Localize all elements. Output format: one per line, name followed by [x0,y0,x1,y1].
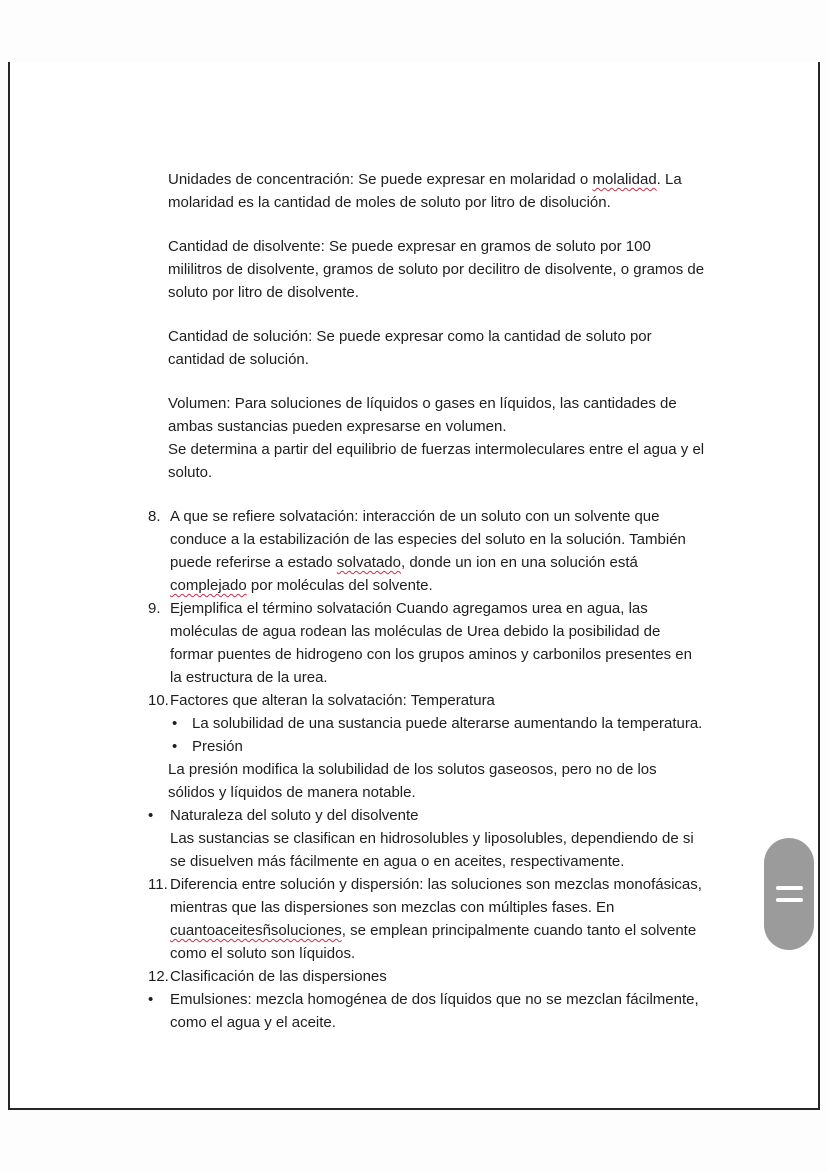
list-item-text: La solubilidad de una sustancia puede alterarse aumentando la temperatura. [192,715,703,732]
bullet-icon: • [172,738,178,755]
list-item-text: Presión [192,738,243,755]
sub-bullet-item [172,712,706,735]
document-page [8,62,820,1110]
list-number: 11. [148,876,168,893]
list-item-text: Ejemplifica el término solvatación Cuando agregamos urea en agua, las moléculas de agua rodean las moléculas de Urea debido la posibilidad de formar puentes de hidrogeno con los grupos aminos y carbonilos presentes en la estructura de la urea. [170,600,692,686]
numbered-item-10 [148,689,706,712]
list-item-text: Factores que alteran la solvatación: Temperatura [170,692,495,709]
list-item-text: Emulsiones: mezcla homogénea de dos líquidos que no se mezclan fácilmente, como el agua y el aceite. [170,991,699,1031]
numbered-item-11 [148,873,706,965]
paragraph-text: Cantidad de disolvente: Se puede expresar en gramos de soluto por 100 mililitros de disolvente, gramos de soluto por decilitro de disolvente, o gramos de soluto por litro de disolvente. [168,238,705,301]
numbered-item-9 [148,597,706,689]
document-content [10,62,818,1034]
bullet-item-naturaleza [148,804,706,873]
list-item-text: A que se refiere solvatación: interacción de un soluto con un solvente que conduce a la estabilización de las especies del soluto en la solución. También puede referirse a estado solvatado, donde un ion en una solución está complejado por moléculas del solvente. [170,508,686,594]
bullet-icon: • [148,991,154,1008]
misspelled-word: molalidad [592,171,657,188]
paragraph-text: Cantidad de solución: Se puede expresar como la cantidad de soluto por cantidad de solución. [168,328,652,368]
paragraph-cantidad-disolvente [168,235,706,304]
handle-line [776,886,803,890]
paragraph-text: Unidades de concentración: Se puede expresar en molaridad o molalidad. La molaridad es la cantidad de moles de soluto por litro de disolución. [168,171,682,211]
list-number: 12. [148,968,169,985]
bullet-item-emulsiones [148,988,706,1034]
paragraph-text: Volumen: Para soluciones de líquidos o gases en líquidos, las cantidades de ambas sustancias pueden expresarse en volumen. Se determina a partir del equilibrio de fuerzas intermoleculares entre el agua y el soluto. [168,395,705,481]
list-item-text: Diferencia entre solución y dispersión: las soluciones son mezclas monofásicas, mientras que las dispersiones son mezclas con múltiples fases. En cuantoaceitesñsoluciones, se emplean principalmente cuando tanto el solvente como el soluto son líquidos. [170,876,702,962]
bullet-icon: • [148,807,154,824]
bullet-icon: • [172,715,178,732]
list-number: 8. [148,508,161,525]
paragraph-volumen [168,392,706,484]
sub-bullet-item [172,735,706,758]
numbered-item-12 [148,965,706,988]
list-item-text: Clasificación de las dispersiones [170,968,387,985]
misspelled-word: solvatado [336,554,401,571]
numbered-item-8 [148,505,706,597]
list-item-text: Naturaleza del soluto y del disolvente Las sustancias se clasifican en hidrosolubles y liposolubles, dependiendo de si se disuelven más fácilmente en agua o en aceites, respectivamente. [170,807,694,870]
scroll-handle[interactable] [764,838,814,950]
paragraph-cantidad-solucion [168,325,706,371]
continuation-text [168,758,706,804]
paragraph-text: La presión modifica la solubilidad de los solutos gaseosos, pero no de los sólidos y líquidos de manera notable. [168,761,657,801]
handle-line [776,898,803,902]
misspelled-word: complejado [170,577,247,594]
list-number: 9. [148,600,161,617]
paragraph-unidades [168,168,706,214]
misspelled-word: cuantoaceitesñsoluciones [170,922,342,939]
list-number: 10. [148,692,169,709]
